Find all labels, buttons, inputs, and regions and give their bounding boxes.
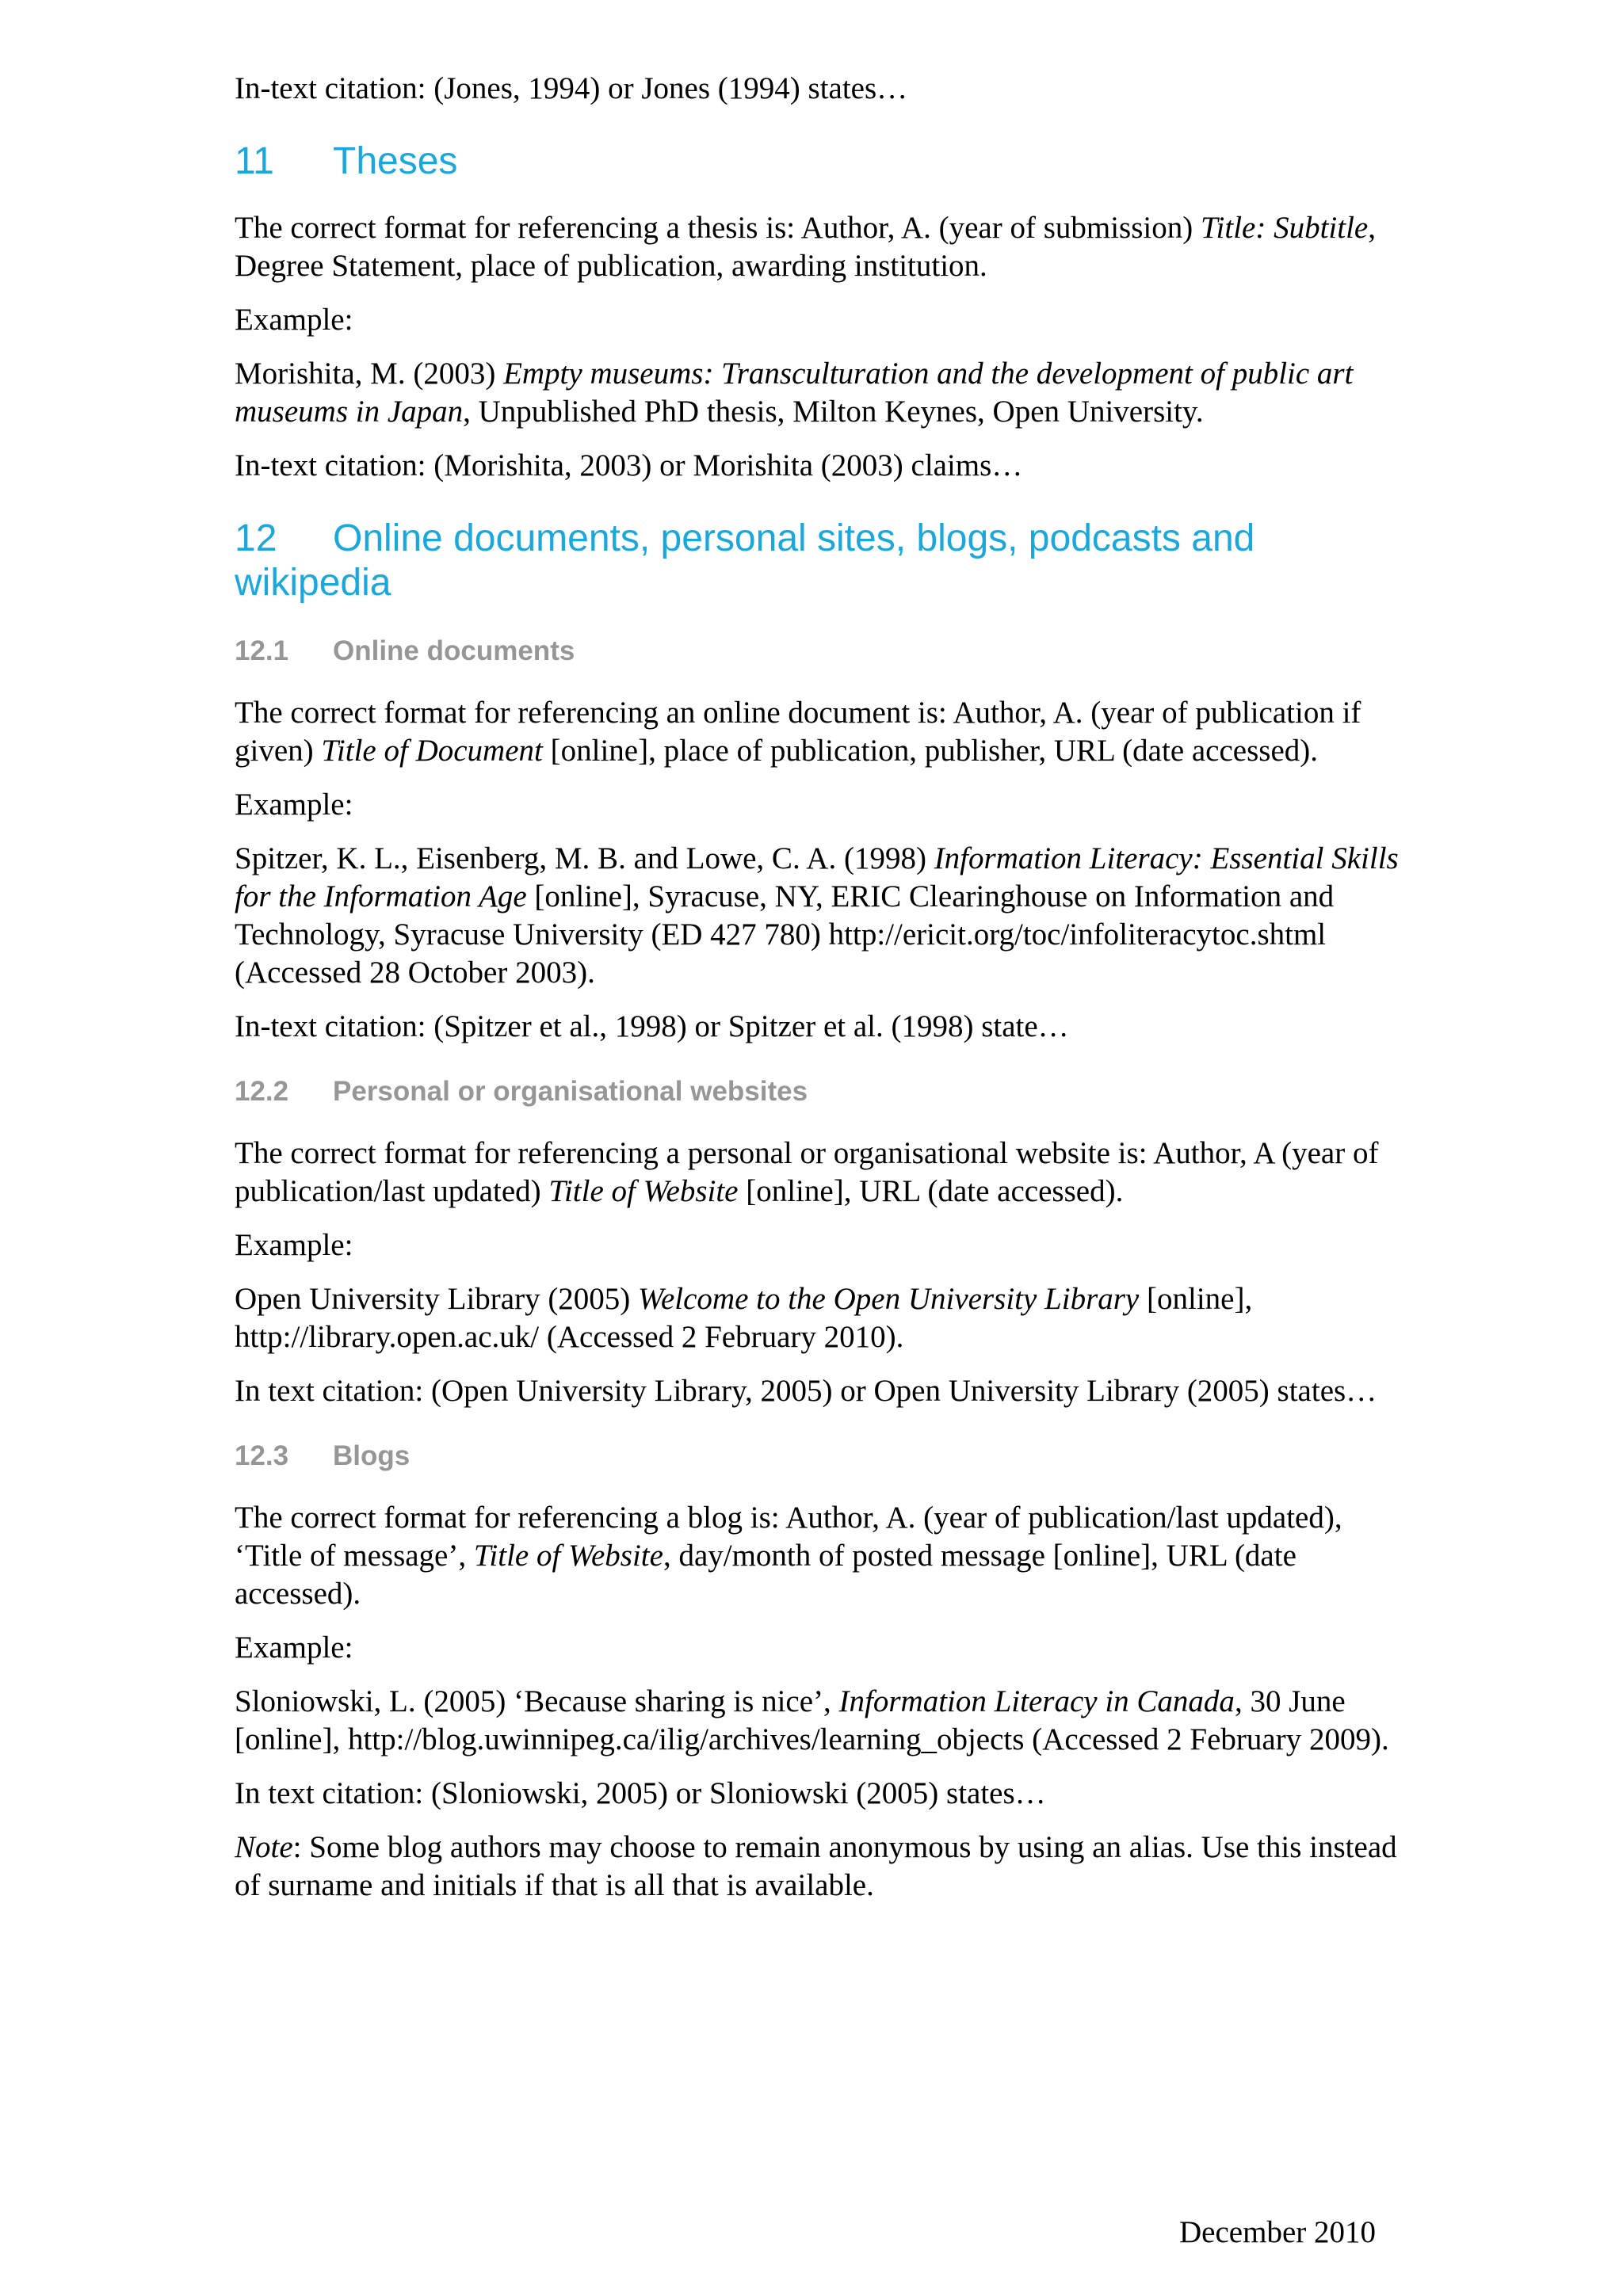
online-document-format-paragraph: The correct format for referencing an online document is: Author, A. (year of publication if given) Title of Document [online], place of publication, publisher, URL (date accessed). [235,696,1361,768]
section-number: 11 [235,140,274,182]
section-12-heading [235,517,1407,605]
subsection-number: 12.1 [235,635,289,666]
subsection-12-3-heading [235,1439,1407,1474]
website-citation: In text citation: (Open University Library, 2005) or Open University Library (2005) states… [235,1374,1377,1408]
website-example: Open University Library (2005) Welcome to the Open University Library [online], http://library.open.ac.uk/ (Accessed 2 February 2010). [235,1282,1253,1354]
online-document-example: Spitzer, K. L., Eisenberg, M. B. and Lowe, C. A. (1998) Information Literacy: Essential Skills for the Information Age [online], Syracuse, NY, ERIC Clearinghouse on Information and Technology, Syracuse University (ED 427 780) http://ericit.org/toc/infoliteracytoc.shtml (Accessed 28 October 2003). [235,841,1399,990]
example-label: Example: [235,1630,353,1665]
subsection-number: 12.3 [235,1440,289,1471]
example-label: Example: [235,303,353,337]
thesis-citation: In-text citation: (Morishita, 2003) or Morishita (2003) claims… [235,448,1023,482]
blog-citation: In text citation: (Sloniowski, 2005) or Sloniowski (2005) states… [235,1776,1046,1810]
section-11-heading [235,139,1407,184]
thesis-example: Morishita, M. (2003) Empty museums: Transculturation and the development of public art museums in Japan, Unpublished PhD thesis, Milton Keynes, Open University. [235,357,1354,429]
example-label: Example: [235,1228,353,1262]
footer-date: December 2010 [1179,2215,1376,2249]
document-page [235,70,1407,1920]
intro-citation: In-text citation: (Jones, 1994) or Jones (1994) states… [235,71,908,105]
subsection-title: Personal or organisational websites [333,1076,808,1107]
section-title: Online documents, personal sites, blogs, podcasts and wikipedia [235,517,1255,604]
section-number: 12 [235,517,277,559]
subsection-number: 12.2 [235,1076,289,1107]
subsection-12-1-heading [235,634,1407,669]
subsection-12-2-heading [235,1074,1407,1109]
blog-example: Sloniowski, L. (2005) ‘Because sharing is nice’, Information Literacy in Canada, 30 June [online], http://blog.uwinnipeg.ca/ilig/archives/learning_objects (Accessed 2 February 2009). [235,1684,1389,1756]
section-title: Theses [333,140,458,182]
blog-note: Note: Some blog authors may choose to remain anonymous by using an alias. Use this instead of surname and initials if that is all that is available. [235,1830,1397,1902]
blog-format-paragraph: The correct format for referencing a blog is: Author, A. (year of publication/last updated), ‘Title of message’, Title of Website, day/month of posted message [online], URL (date accessed). [235,1501,1342,1611]
subsection-title: Blogs [333,1440,411,1471]
online-document-citation: In-text citation: (Spitzer et al., 1998) or Spitzer et al. (1998) state… [235,1009,1069,1043]
example-label: Example: [235,788,353,822]
thesis-format-paragraph: The correct format for referencing a thesis is: Author, A. (year of submission) Title: Subtitle, Degree Statement, place of publication, awarding institution. [235,211,1376,283]
subsection-title: Online documents [333,635,575,666]
website-format-paragraph: The correct format for referencing a personal or organisational website is: Author, A (year of publication/last updated) Title of Website [online], URL (date accessed). [235,1136,1379,1208]
